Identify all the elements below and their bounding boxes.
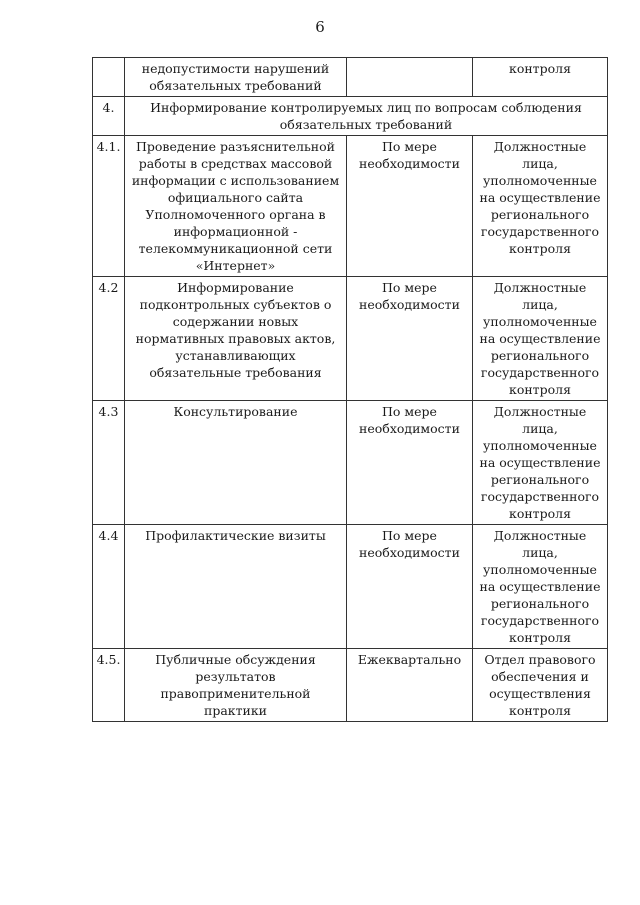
table-row xyxy=(93,401,608,525)
measures-table xyxy=(92,57,608,722)
section-title-cell: Информирование контролируемых лиц по вопросам соблюдения обязательных требований xyxy=(125,97,608,136)
measure-name-cell: недопустимости нарушений обязательных требований xyxy=(125,58,347,97)
table-row xyxy=(93,136,608,277)
responsible-cell: Должностные лица, уполномоченные на осуществление регионального государственного контроля xyxy=(473,525,608,649)
page-number: 6 xyxy=(315,18,325,36)
period-cell xyxy=(347,58,473,97)
measure-name-cell: Проведение разъяснительной работы в средствах массовой информации с использованием официального сайта Уполномоченного органа в информационной - телекоммуникационной сети «Интернет» xyxy=(125,136,347,277)
responsible-cell: Должностные лица, уполномоченные на осуществление регионального государственного контроля xyxy=(473,401,608,525)
responsible-cell: Должностные лица, уполномоченные на осуществление регионального государственного контроля xyxy=(473,277,608,401)
responsible-cell: контроля xyxy=(473,58,608,97)
row-number-cell: 4.3 xyxy=(93,401,125,525)
row-number-cell xyxy=(93,58,125,97)
table-row xyxy=(93,649,608,722)
period-cell: По мере необходимости xyxy=(347,136,473,277)
section-number-cell: 4. xyxy=(93,97,125,136)
table-row-section xyxy=(93,97,608,136)
measure-name-cell: Профилактические визиты xyxy=(125,525,347,649)
row-number-cell: 4.1. xyxy=(93,136,125,277)
row-number-cell: 4.2 xyxy=(93,277,125,401)
period-cell: По мере необходимости xyxy=(347,525,473,649)
responsible-cell: Должностные лица, уполномоченные на осуществление регионального государственного контроля xyxy=(473,136,608,277)
responsible-cell: Отдел правового обеспечения и осуществления контроля xyxy=(473,649,608,722)
measure-name-cell: Информирование подконтрольных субъектов о содержании новых нормативных правовых актов, устанавливающих обязательные требования xyxy=(125,277,347,401)
row-number-cell: 4.4 xyxy=(93,525,125,649)
measure-name-cell: Консультирование xyxy=(125,401,347,525)
table-row xyxy=(93,525,608,649)
table-row-continuation xyxy=(93,58,608,97)
table-row xyxy=(93,277,608,401)
period-cell: По мере необходимости xyxy=(347,401,473,525)
measure-name-cell: Публичные обсуждения результатов правоприменительной практики xyxy=(125,649,347,722)
row-number-cell: 4.5. xyxy=(93,649,125,722)
period-cell: Ежеквартально xyxy=(347,649,473,722)
period-cell: По мере необходимости xyxy=(347,277,473,401)
